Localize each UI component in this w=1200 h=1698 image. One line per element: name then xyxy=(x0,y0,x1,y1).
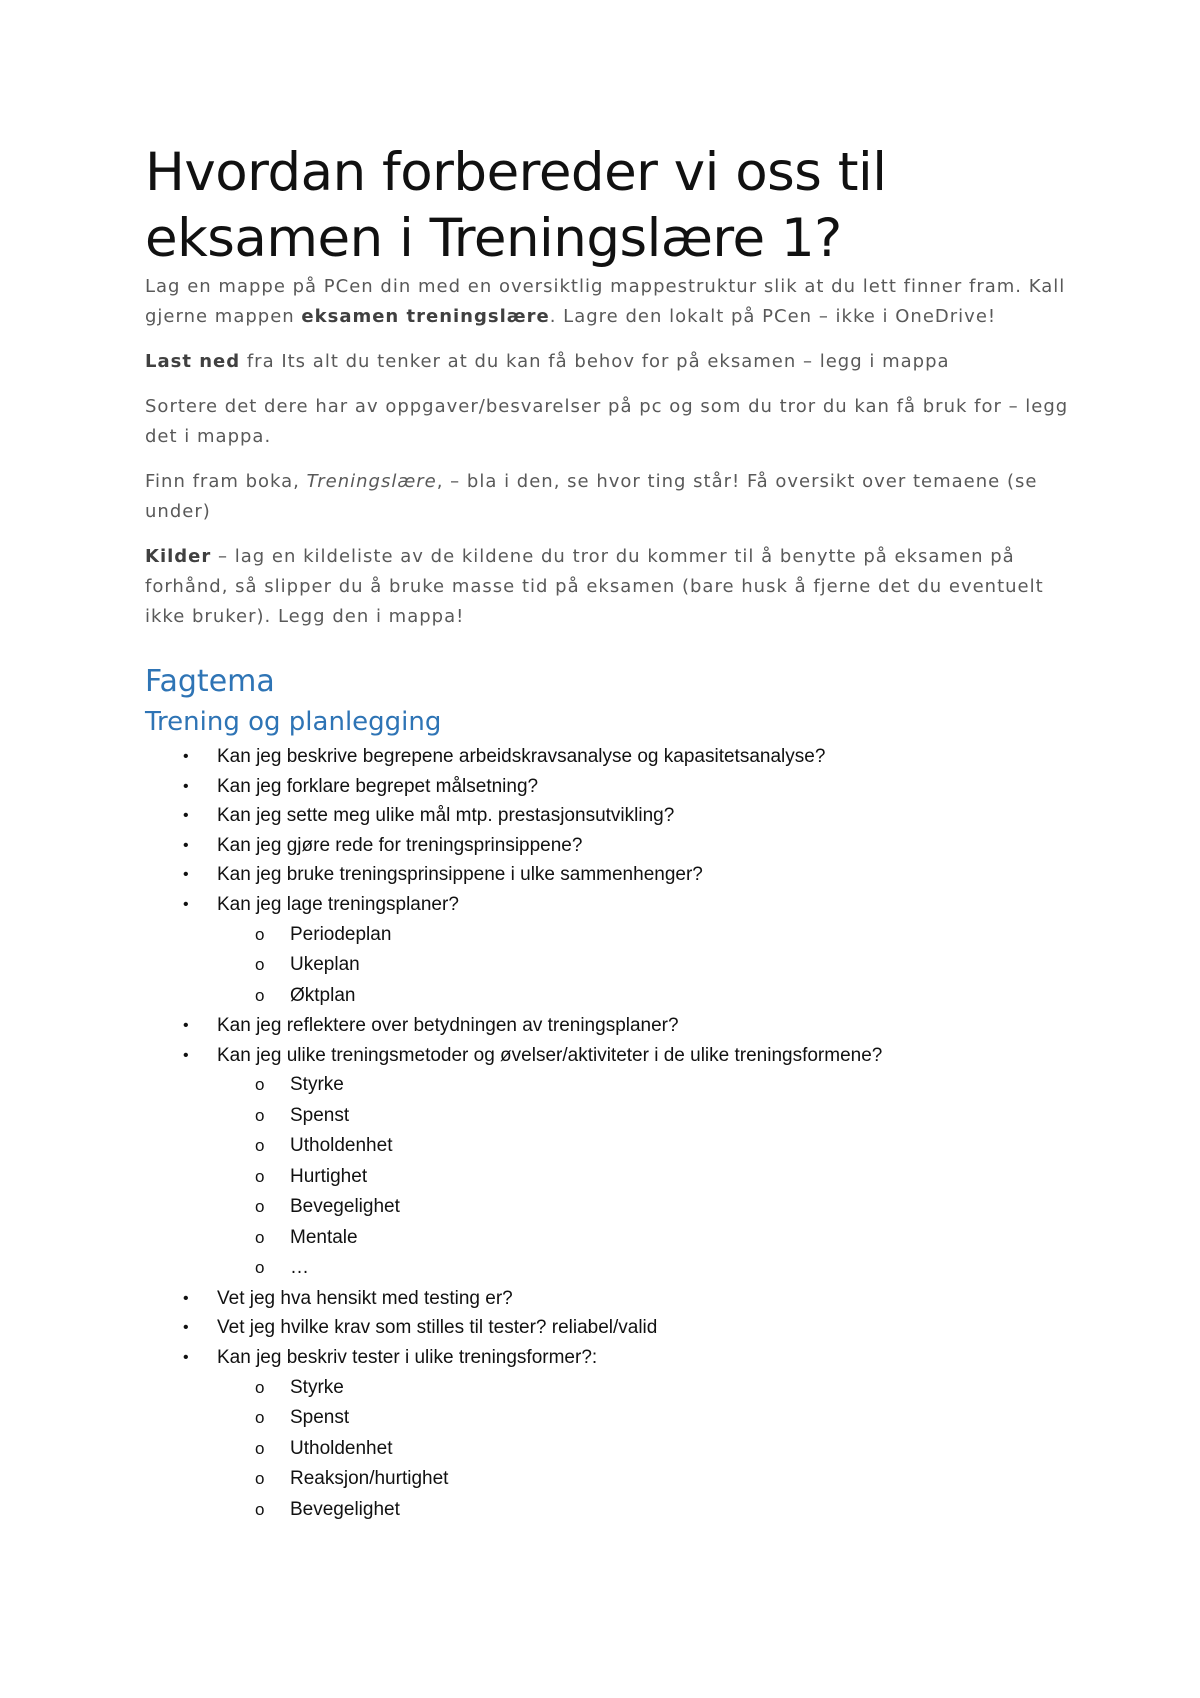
bullet-circle: o xyxy=(255,1197,265,1217)
bullet-circle: o xyxy=(255,1469,265,1489)
bullet-dot: • xyxy=(183,1046,189,1064)
bullet-dot: • xyxy=(183,777,189,795)
book-title: Treningslære xyxy=(306,471,437,492)
intro-paragraph-1: Lag en mappe på PCen din med en oversiktlig mappestruktur slik at du lett finner fram. Kall gjerne mappen eksamen treningslære. Lagre den lokalt på PCen – ikke i OneDrive! xyxy=(145,276,1066,327)
intro-paragraph-3: Sortere det dere har av oppgaver/besvarelser på pc og som du tror du kan få bruk for – legg det i mappa. xyxy=(145,396,1069,447)
bullet-circle: o xyxy=(255,1227,265,1247)
sublist-item: o Bevegelighet xyxy=(145,1495,1085,1526)
bullet-circle: o xyxy=(255,1377,265,1397)
bullet-dot: • xyxy=(183,866,189,884)
bullet-dot: • xyxy=(183,1319,189,1337)
heading-fagtema: Fagtema xyxy=(145,664,275,699)
list-item: • Kan jeg beskrive begrepene arbeidskravsanalyse og kapasitetsanalyse? xyxy=(145,742,1085,772)
sublist xyxy=(217,1070,1085,1284)
bullet-circle: o xyxy=(255,924,265,944)
sublist-item: o Bevegelighet xyxy=(145,1192,1085,1223)
sublist-item: o Styrke xyxy=(145,1070,1085,1101)
title-line-2: eksamen i Treningslære 1? xyxy=(145,208,842,269)
list-item: • Kan jeg ulike treningsmetoder og øvelser/aktiviteter i de ulike treningsformene? o Styrke o Spenst o Utholdenhet o Hurtighet o Bevegelighet o Mentale o … xyxy=(145,1041,1085,1284)
sublist-item: o Hurtighet xyxy=(145,1162,1085,1193)
bullet-circle: o xyxy=(255,1499,265,1519)
document-title xyxy=(145,140,1085,272)
bullet-circle: o xyxy=(255,1408,265,1428)
bullet-dot: • xyxy=(183,895,189,913)
intro-paragraph-2: Last ned fra Its alt du tenker at du kan få behov for på eksamen – legg i mappa xyxy=(145,351,950,372)
sublist-item: o Mentale xyxy=(145,1223,1085,1254)
list-item: • Vet jeg hva hensikt med testing er? xyxy=(145,1284,1085,1314)
bullet-circle: o xyxy=(255,1136,265,1156)
bullet-circle: o xyxy=(255,1438,265,1458)
list-item: • Kan jeg gjøre rede for treningsprinsippene? xyxy=(145,831,1085,861)
sublist-item: o Øktplan xyxy=(145,981,1085,1012)
bullet-circle: o xyxy=(255,955,265,975)
bullet-circle: o xyxy=(255,1075,265,1095)
intro-paragraph-5: Kilder – lag en kildeliste av de kildene du tror du kommer til å benytte på eksamen på forhånd, så slipper du å bruke masse tid på eksamen (bare husk å fjerne det du eventuelt ikke bruker). Legg den i mappa! xyxy=(145,546,1044,627)
list-item: • Vet jeg hvilke krav som stilles til tester? reliabel/valid xyxy=(145,1313,1085,1343)
bullet-dot: • xyxy=(183,807,189,825)
sublist-item: o Utholdenhet xyxy=(145,1131,1085,1162)
bullet-circle: o xyxy=(255,985,265,1005)
title-line-1: Hvordan forbereder vi oss til xyxy=(145,142,887,203)
sublist-item: o Ukeplan xyxy=(145,950,1085,981)
bullet-dot: • xyxy=(183,1348,189,1366)
bullet-dot: • xyxy=(183,748,189,765)
sublist-item: o Spenst xyxy=(145,1101,1085,1132)
question-list xyxy=(145,742,1085,1525)
bullet-dot: • xyxy=(183,836,189,854)
bullet-circle: o xyxy=(255,1105,265,1125)
document-page xyxy=(145,140,1085,1525)
list-item: • Kan jeg beskriv tester i ulike treningsformer?: o Styrke o Spenst o Utholdenhet o Reaksjon/hurtighet o Bevegelighet xyxy=(145,1343,1085,1525)
sublist-item: o Spenst xyxy=(145,1403,1085,1434)
list-item: • Kan jeg forklare begrepet målsetning? xyxy=(145,772,1085,802)
bullet-dot: • xyxy=(183,1289,189,1307)
intro-paragraph-4: Finn fram boka, Treningslære, – bla i den, se hvor ting står! Få oversikt over temaene (se under) xyxy=(145,471,1038,522)
bullet-dot: • xyxy=(183,1017,189,1035)
sublist xyxy=(217,1373,1085,1526)
list-item: • Kan jeg reflektere over betydningen av treningsplaner? xyxy=(145,1011,1085,1041)
bullet-circle: o xyxy=(255,1166,265,1186)
sublist-item: o Utholdenhet xyxy=(145,1434,1085,1465)
sublist-item: o Styrke xyxy=(145,1373,1085,1404)
heading-trening-og-planlegging: Trening og planlegging xyxy=(145,707,442,737)
bullet-circle: o xyxy=(255,1258,265,1278)
folder-name-bold: eksamen treningslære xyxy=(301,306,550,327)
sublist-item: o … xyxy=(145,1253,1085,1284)
list-item: • Kan jeg bruke treningsprinsippene i ulke sammenhenger? xyxy=(145,860,1085,890)
list-item: • Kan jeg sette meg ulike mål mtp. prestasjonsutvikling? xyxy=(145,801,1085,831)
sublist xyxy=(217,920,1085,1012)
sublist-item: o Reaksjon/hurtighet xyxy=(145,1464,1085,1495)
sublist-item: o Periodeplan xyxy=(145,920,1085,951)
list-item: • Kan jeg lage treningsplaner? o Periodeplan o Ukeplan o Øktplan xyxy=(145,890,1085,1011)
